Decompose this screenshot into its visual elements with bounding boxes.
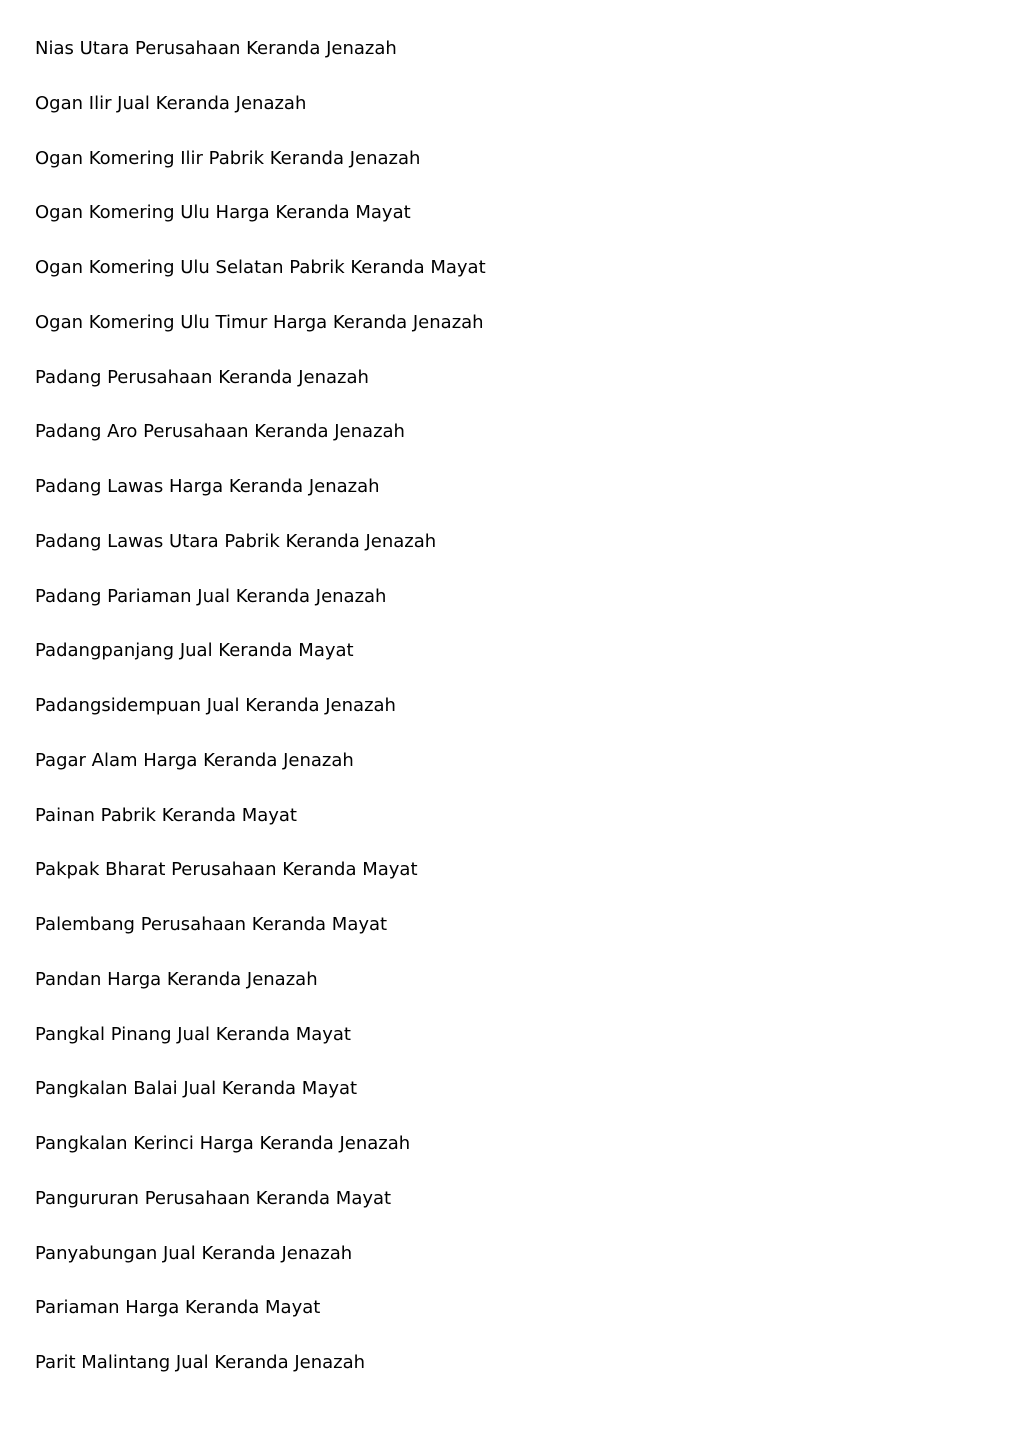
- list-item: Padang Perusahaan Keranda Jenazah: [35, 366, 369, 388]
- list-item: Painan Pabrik Keranda Mayat: [35, 804, 297, 826]
- list-item: Padangpanjang Jual Keranda Mayat: [35, 640, 354, 662]
- location-list: [35, 36, 486, 1405]
- list-item: Parit Malintang Jual Keranda Jenazah: [35, 1352, 366, 1373]
- list-item: Panyabungan Jual Keranda Jenazah: [35, 1242, 353, 1264]
- list-item: Padang Lawas Harga Keranda Jenazah: [35, 476, 380, 497]
- list-item: Pangkal Pinang Jual Keranda Mayat: [35, 1023, 351, 1045]
- list-item: Pangkalan Balai Jual Keranda Mayat: [35, 1078, 358, 1100]
- list-item: Padang Aro Perusahaan Keranda Jenazah: [35, 421, 405, 443]
- list-item: Pangururan Perusahaan Keranda Mayat: [35, 1187, 392, 1209]
- list-item: Padangsidempuan Jual Keranda Jenazah: [35, 695, 396, 716]
- list-item: Pangkalan Kerinci Harga Keranda Jenazah: [35, 1133, 411, 1154]
- list-item: Ogan Komering Ulu Harga Keranda Mayat: [35, 202, 411, 224]
- list-item: Ogan Komering Ulu Selatan Pabrik Keranda Mayat: [35, 257, 486, 278]
- list-item: Pagar Alam Harga Keranda Jenazah: [35, 749, 354, 771]
- list-item: Pandan Harga Keranda Jenazah: [35, 968, 318, 990]
- list-item: Ogan Ilir Jual Keranda Jenazah: [35, 92, 307, 114]
- list-item: Pakpak Bharat Perusahaan Keranda Mayat: [35, 859, 418, 881]
- list-item: Ogan Komering Ulu Timur Harga Keranda Jenazah: [35, 311, 484, 333]
- list-item: Pariaman Harga Keranda Mayat: [35, 1297, 321, 1319]
- list-item: Nias Utara Perusahaan Keranda Jenazah: [35, 38, 397, 59]
- list-item: Padang Lawas Utara Pabrik Keranda Jenazah: [35, 530, 437, 552]
- list-item: Ogan Komering Ilir Pabrik Keranda Jenazah: [35, 147, 421, 169]
- list-item: Palembang Perusahaan Keranda Mayat: [35, 914, 388, 935]
- list-item: Padang Pariaman Jual Keranda Jenazah: [35, 585, 387, 607]
